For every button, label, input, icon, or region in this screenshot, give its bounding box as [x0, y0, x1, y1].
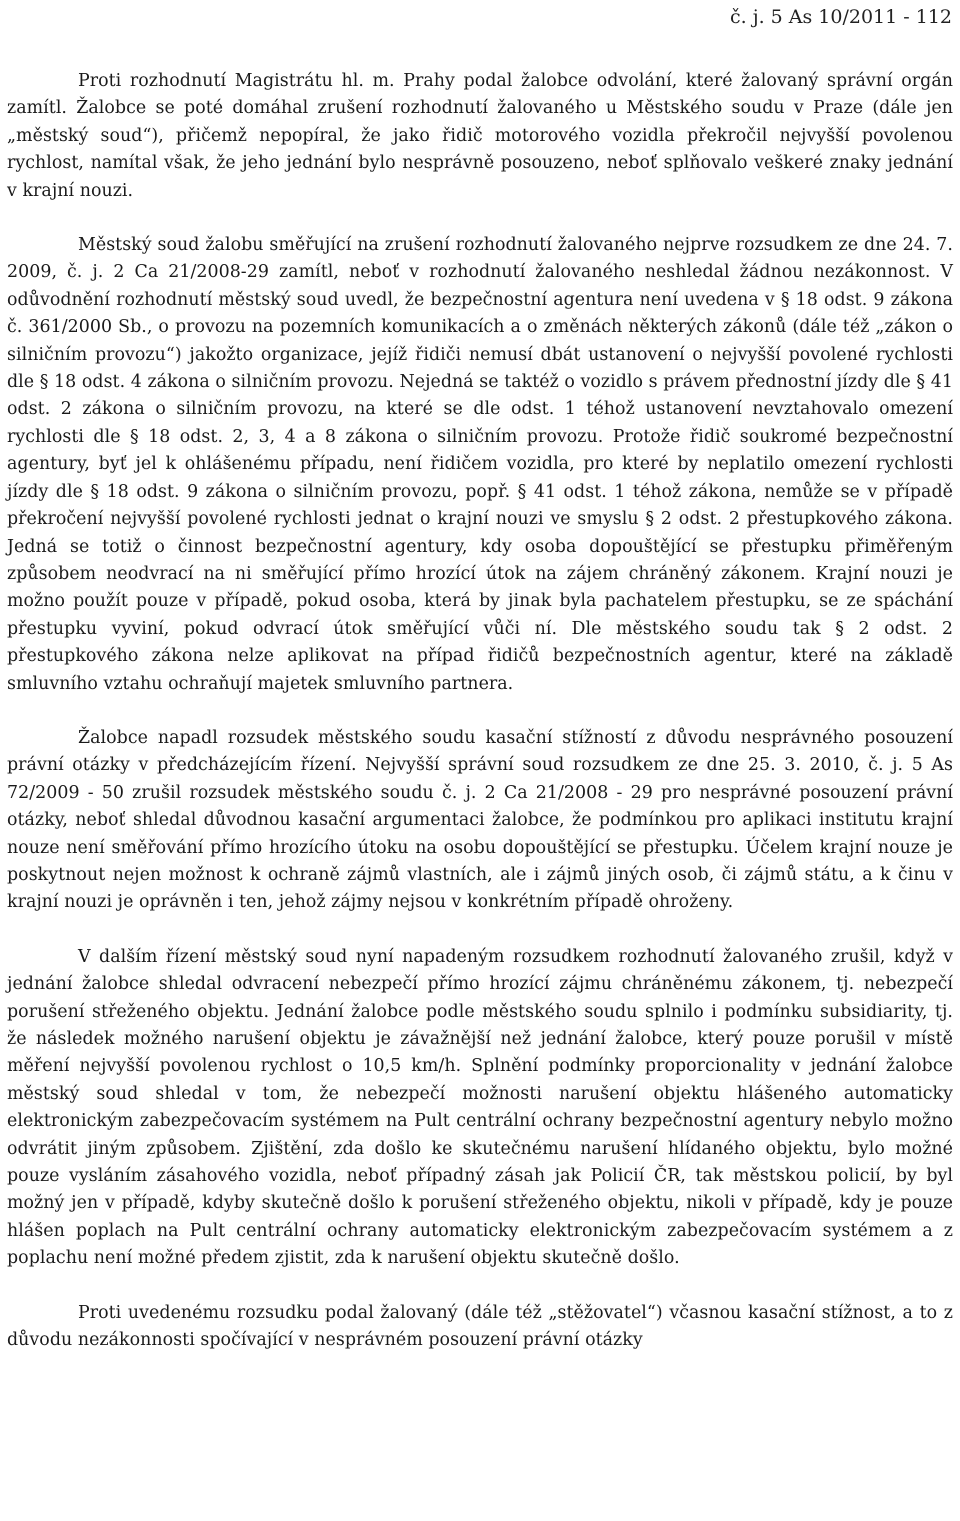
paragraph-defendant-complaint: Proti uvedenému rozsudku podal žalovaný (dále též „stěžovatel“) včasnou kasační stížnost, a to z důvodu nezákonnosti spočívající v nesprávném posouzení právní otázky: [7, 1302, 953, 1351]
paragraph-cassation-complaint: Žalobce napadl rozsudek městského soudu kasační stížností z důvodu nesprávného posouzení právní otázky v předcházejícím řízení. Nejvyšší správní soud rozsudkem ze dne 25. 3. 2010, č. j. 5 As 72/2009 - 50 zrušil rozsudek městského soudu č. j. 2 Ca 21/2008 - 29 pro nesprávné posouzení právní otázky, neboť shledal důvodnou kasační argumentaci žalobce, že podmínkou pro aplikaci institutu krajní nouze není směřování přímo hrozícího útoku na osobu dopouštějící se přestupku. Účelem krajní nouze je poskytnout nejen možnost k ochraně zájmů vlastních, ale i zájmů jiných osob, či zájmů státu, a k činu v krajní nouzi je oprávněn i ten, jehož zájmy nejsou v konkrétním případě ohroženy.: [7, 727, 953, 913]
document-body: [7, 68, 953, 1381]
paragraph-appeal-history: Proti rozhodnutí Magistrátu hl. m. Prahy podal žalobce odvolání, které žalovaný správní orgán zamítl. Žalobce se poté domáhal zrušení rozhodnutí žalovaného u Městského soudu v Praze (dále jen „městský soud“), přičemž nepopíral, že jako řidič motorového vozidla překročil nejvyšší povolenou rychlost, namítal však, že jeho jednání bylo nesprávně posouzeno, neboť splňovalo veškeré znaky jednání v krajní nouzi.: [7, 71, 953, 201]
case-reference: č. j. 5 As 10/2011 - 112: [729, 6, 952, 28]
paragraph-further-proceedings: V dalším řízení městský soud nyní napadeným rozsudkem rozhodnutí žalovaného zrušil, když v jednání žalobce shledal odvracení nebezpečí přímo hrozící zájmu chráněnému zákonem, tj. nebezpečí porušení střeženého objektu. Jednání žalobce podle městského soudu splnilo i podmínku subsidiarity, tj. že následek možného narušení objektu je závažnější než jednání žalobce, který pouze porušil v místě měření nejvyšší povolenou rychlost o 10,5 km/h. Splnění podmínky proporcionality v jednání žalobce městský soud shledal v tom, že nebezpečí možnosti narušení objektu hlášeného automaticky elektronickým zabezpečovacím systémem na Pult centrální ochrany bezpečnostní agentury nebylo možno odvrátit jiným způsobem. Zjištění, zda došlo ke skutečnému narušení hlídaného objektu, bylo možné pouze vysláním zásahového vozidla, neboť případný zásah jak Policií ČR, tak městskou policií, by byl možný jen v případě, kdyby skutečně došlo k porušení střeženého objektu, nikoli v případě, kdy je pouze hlášen poplach na Pult centrální ochrany automaticky elektronickým zabezpečovacím systémem a z poplachu není možné předem zjistit, zda k narušení objektu skutečně došlo.: [7, 946, 953, 1269]
paragraph-first-judgment: Městský soud žalobu směřující na zrušení rozhodnutí žalovaného nejprve rozsudkem ze dne 24. 7. 2009, č. j. 2 Ca 21/2008-29 zamítl, neboť v rozhodnutí žalovaného neshledal žádnou nezákonnost. V odůvodnění rozhodnutí městský soud uvedl, že bezpečnostní agentura není uvedena v § 18 odst. 9 zákona č. 361/2000 Sb., o provozu na pozemních komunikacích a o změnách některých zákonů (dále též „zákon o silničním provozu“) jakožto organizace, jejíž řidiči nemusí dbát ustanovení o nejvyšší povolené rychlosti dle § 18 odst. 4 zákona o silničním provozu. Nejedná se taktéž o vozidlo s právem přednostní jízdy dle § 41 odst. 2 zákona o silničním provozu, na které se dle odst. 1 téhož ustanovení nevztahovalo omezení rychlosti dle § 18 odst. 2, 3, 4 a 8 zákona o silničním provozu. Protože řidič soukromé bezpečnostní agentury, byť jel k ohlášenému případu, není řidičem vozidla, pro které by neplatilo omezení rychlosti jízdy dle § 18 odst. 9 zákona o silničním provozu, popř. § 41 odst. 1 téhož zákona, nemůže se v případě překročení nejvyšší povolené rychlosti jednat o krajní nouzi ve smyslu § 2 odst. 2 přestupkového zákona. Jedná se totiž o činnost bezpečnostní agentury, kdy osoba dopouštějící se přestupku přiměřeným způsobem neodvrací na ni směřující přímo hrozící útok na zájem chráněný zákonem. Krajní nouzi je možno použít pouze v případě, pokud osoba, která by jinak byla pachatelem přestupku, se ze spáchání přestupku vyviní, pokud odvrací útok směřující vůči ní. Dle městského soudu tak § 2 odst. 2 přestupkového zákona nelze aplikovat na případ řidičů bezpečnostních agentur, které na základě smluvního vztahu ochraňují majetek smluvního partnera.: [7, 235, 953, 694]
